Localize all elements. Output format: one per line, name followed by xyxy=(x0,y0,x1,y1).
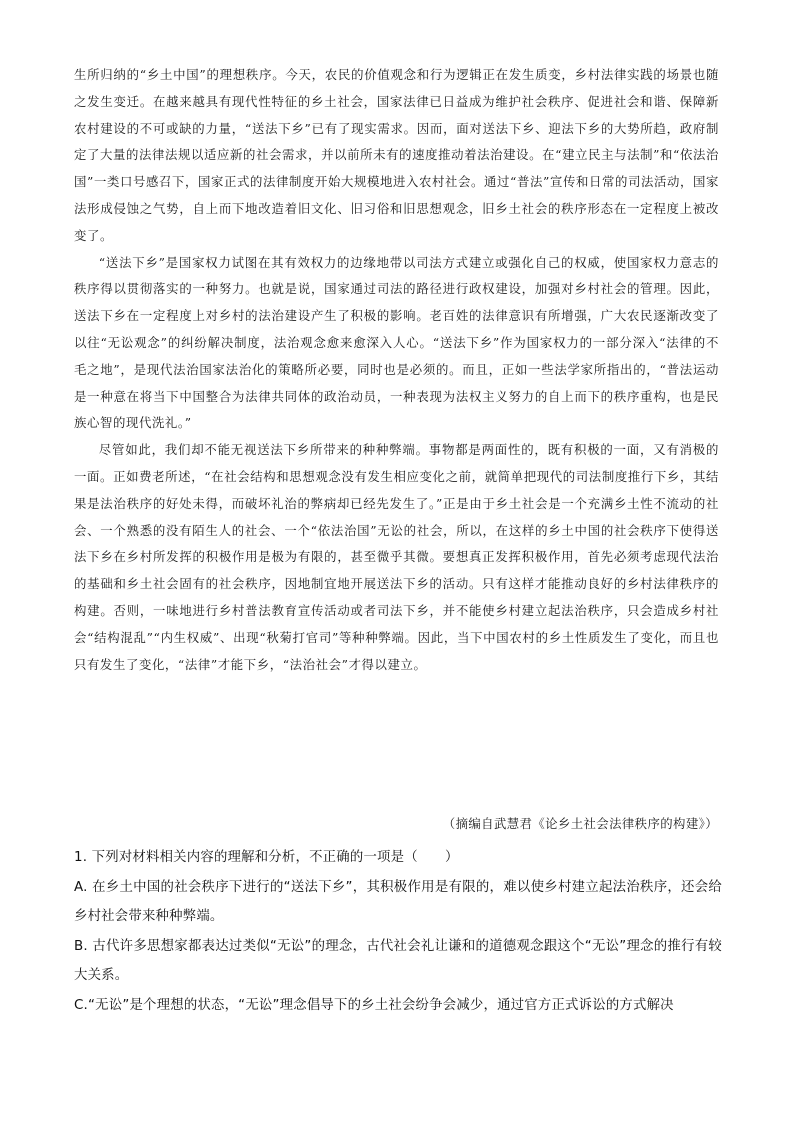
question-block xyxy=(74,843,722,1020)
option-b: B. 古代许多思想家都表达过类似“无讼”的理念，古代社会礼让谦和的道德观念跟这个“无讼”理念的推行有较大关系。 xyxy=(74,938,722,983)
article-paragraph-1: 生所归纳的“乡土中国”的理想秩序。今天，农民的价值观念和行为逻辑正在发生质变，乡村法律实践的场景也随之发生变迁。在越来越具有现代性特征的乡土社会，国家法律已日益成为维护社会秩序、促进社会和谐、保障新农村建设的不可或缺的力量，“送法下乡”已有了现实需求。因而，面对送法下乡、迎法下乡的大势所趋，政府制定了大量的法律法规以适应新的社会需求，并以前所未有的速度推动着法治建设。在“建立民主与法制”和“依法治国”一类口号感召下，国家正式的法律制度开始大规模地进入农村社会。通过“普法”宣传和日常的司法活动，国家法形成侵蚀之气势，自上而下地改造着旧文化、旧习俗和旧思想观念，旧乡土社会的秩序形态在一定程度上被改变了。 xyxy=(74,67,719,243)
question-stem: 1. 下列对材料相关内容的理解和分析，不正确的一项是（ ） xyxy=(74,850,459,865)
article-source: （摘编自武慧君《论乡土社会法律秩序的构建》） xyxy=(442,816,718,831)
article-paragraph-3: 尽管如此，我们却不能无视送法下乡所带来的种种弊端。事物都是两面性的，既有积极的一面，又有消极的一面。正如费老所述，“在社会结构和思想观念没有发生相应变化之前，就简单把现代的司法制度推行下乡，其结果是法治秩序的好处未得，而破坏礼治的弊病却已经先发生了。”正是由于乡土社会是一个充满乡土性不流动的社会、一个熟悉的没有陌生人的社会、一个“依法治国”无讼的社会，所以，在这样的乡土中国的社会秩序下使得送法下乡在乡村所发挥的积极作用是极为有限的，甚至微乎其微。要想真正发挥积极作用，首先必须考虑现代法治的基础和乡土社会固有的社会秩序，因地制宜地开展送法下乡的活动。只有这样才能推动良好的乡村法律秩序的构建。否则，一味地进行乡村普法教育宣传活动或者司法下乡，并不能使乡村建立起法治秩序，只会造成乡村社会“结构混乱”“内生权威”、出现“秋菊打官司”等种种弊端。因此，当下中国农村的乡土性质发生了变化，而且也只有发生了变化，“法律”才能下乡，“法治社会”才得以建立。 xyxy=(74,442,719,672)
article-paragraph-2: “送法下乡”是国家权力试图在其有效权力的边缘地带以司法方式建立或强化自己的权威，使国家权力意志的秩序得以贯彻落实的一种努力。也就是说，国家通过司法的路径进行政权建设，加强对乡村社会的管理。因此，送法下乡在一定程度上对乡村的法治建设产生了积极的影响。老百姓的法律意识有所增强，广大农民逐渐改变了以往“无讼观念”的纠纷解决制度，法治观念愈来愈深入人心。“送法下乡”作为国家权力的一部分深入“法律的不毛之地”，是现代法治国家法治化的策略所必要，同时也是必须的。而且，正如一些法学家所指出的，“普法运动是一种意在将当下中国整合为法律共同体的政治动员，一种表现为法权主义努力的自上而下的秩序重构，也是民族心智的现代洗礼。” xyxy=(74,254,719,431)
option-c: C.“无讼”是个理想的状态，“无讼”理念倡导下的乡土社会纷争会减少，通过官方正式诉讼的方式解决 xyxy=(74,997,674,1013)
article-body xyxy=(74,62,719,678)
option-a: A. 在乡土中国的社会秩序下进行的“送法下乡”，其积极作用是有限的，难以使乡村建立起法治秩序，还会给乡村社会带来种种弊端。 xyxy=(74,879,722,924)
